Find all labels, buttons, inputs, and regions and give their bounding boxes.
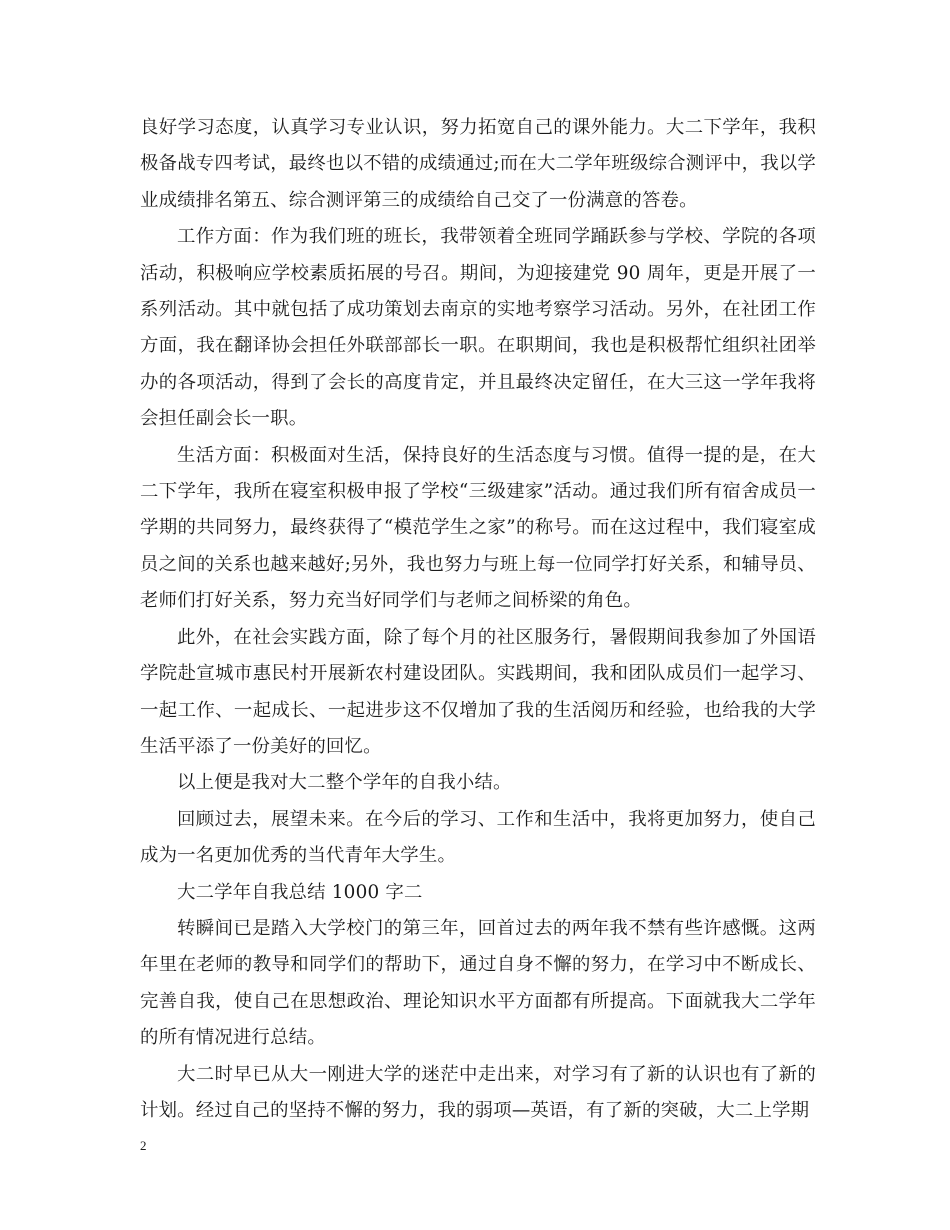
page-number: 2 (140, 1138, 147, 1153)
paragraph-8: 大二时早已从大一刚进大学的迷茫中走出来，对学习有了新的认识也有了新的计划。经过自己的坚持不懈的努力，我的弱项—英语，有了新的突破，大二上学期 (140, 1063, 816, 1121)
paragraph-2: 工作方面：作为我们班的班长，我带领着全班同学踊跃参与学校、学院的各项活动，积极响应学校素质拓展的号召。期间，为迎接建党 90 周年，更是开展了一系列活动。其中就包括了成功策划去南京的实地考察学习活动。另外，在社团工作方面，我在翻译协会担任外联部部长一职。在职期间，我也是积极帮忙组织社团举办的各项活动，得到了会长的高度肯定，并且最终决定留任，在大三这一学年我将会担任副会长一职。 (140, 226, 816, 430)
paragraph-4: 此外，在社会实践方面，除了每个月的社区服务行，暑假期间我参加了外国语学院赴宣城市惠民村开展新农村建设团队。实践期间，我和团队成员们一起学习、一起工作、一起成长、一起进步这不仅增加了我的生活阅历和经验，也给我的大学生活平添了一份美好的回忆。 (140, 626, 816, 757)
document-body (140, 110, 816, 1129)
paragraph-3: 生活方面：积极面对生活，保持良好的生活态度与习惯。值得一提的是，在大二下学年，我所在寝室积极申报了学校“三级建家”活动。通过我们所有宿舍成员一学期的共同努力，最终获得了“模范学生之家”的称号。而在这过程中，我们寝室成员之间的关系也越来越好;另外，我也努力与班上每一位同学打好关系，和辅导员、老师们打好关系，努力充当好同学们与老师之间桥梁的角色。 (140, 444, 816, 612)
paragraph-1: 良好学习态度，认真学习专业认识，努力拓宽自己的课外能力。大二下学年，我积极备战专四考试，最终也以不错的成绩通过;而在大二学年班级综合测评中，我以学业成绩排名第五、综合测评第三的成绩给自己交了一份满意的答卷。 (140, 117, 816, 211)
paragraph-7: 转瞬间已是踏入大学校门的第三年，回首过去的两年我不禁有些许感慨。这两年里在老师的教导和同学们的帮助下，通过自身不懈的努力，在学习中不断成长、完善自我，使自己在思想政治、理论知识水平方面都有所提高。下面就我大二学年的所有情况进行总结。 (140, 917, 816, 1049)
paragraph-6: 回顾过去，展望未来。在今后的学习、工作和生活中，我将更加努力，使自己成为一名更加优秀的当代青年大学生。 (140, 808, 816, 867)
section-heading: 大二学年自我总结 1000 字二 (177, 881, 423, 903)
paragraph-5: 以上便是我对大二整个学年的自我小结。 (177, 772, 512, 794)
